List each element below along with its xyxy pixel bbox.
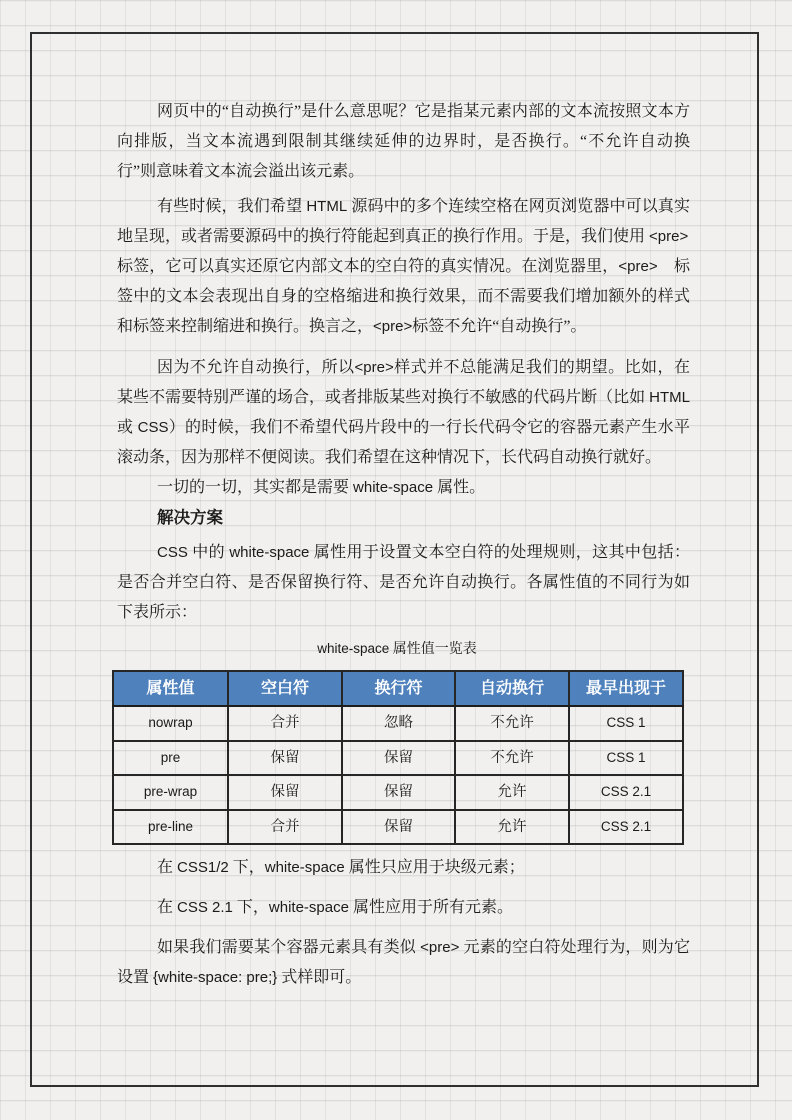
table-cell: pre-wrap [113, 775, 228, 810]
table-row [113, 775, 683, 810]
text-segment: 式样即可。 [277, 969, 362, 986]
table-cell: 保留 [342, 741, 455, 776]
text-segment: ）的时候，我们不希望代码片段中的一行长代码令它的容器元素产生水平滚动条，因为那样不便阅读。我们希望在这种情况下，长代码自动换行就好。 [117, 419, 690, 466]
latin-text-segment: {white-space: pre;} [153, 969, 278, 986]
text-segment: 属性用于设置文本空白符的处理规则，这其中包括：是否合并空白符、是否保留换行符、是否允许自动换行。各属性值的不同行为如下表所示： [117, 544, 690, 621]
latin-text-segment: white-space [229, 544, 310, 561]
table-cell: 允许 [455, 775, 569, 810]
text-segment: 下， [232, 899, 269, 916]
table-cell: CSS 2.1 [569, 775, 683, 810]
latin-text-segment: white-space [317, 641, 390, 656]
table-cell: 合并 [228, 810, 342, 845]
text-segment: 标签中的文本会表现出自身的空格缩进和换行效果，而不需要我们增加额外的样式和标签来控制缩进和换行。换言之， [117, 258, 690, 335]
table-header-cell: 空白符 [228, 671, 342, 706]
paragraph-pre-tag [117, 192, 705, 342]
section-heading-solution: 解决方案 [157, 508, 223, 527]
table-cell: 忽略 [342, 706, 455, 741]
latin-text-segment: HTML [649, 389, 690, 406]
text-segment: 一切的一切，其实都是需要 [157, 479, 354, 496]
text-segment: 有些时候，我们希望 [157, 198, 307, 215]
paragraph-css-whitespace [117, 538, 690, 628]
text-segment: 标签不允许“自动换行”。 [412, 318, 587, 335]
table-cell: 保留 [342, 775, 455, 810]
text-segment: 如果我们需要某个容器元素具有类似 [157, 939, 421, 956]
latin-text-segment: CSS 2.1 [177, 899, 233, 916]
text-segment: 下， [228, 859, 265, 876]
text-segment: 网页中的“自动换行”是什么意思呢？它是指某元素内部的文本流按照文本方向排版，当文本流遇到限制其继续延伸的边界时，是否换行。“不允许自动换行”则意味着文本流会溢出该元素。 [117, 103, 690, 180]
table-cell: 保留 [228, 775, 342, 810]
text-segment: 属性只应用于块级元素； [344, 859, 525, 876]
table-header-row [113, 671, 683, 706]
paragraph-autowrap-intro [117, 97, 690, 187]
text-segment: 因为不允许自动换行，所以 [157, 359, 355, 376]
table-header-cell: 属性值 [113, 671, 228, 706]
table-row [113, 810, 683, 845]
latin-text-segment: white-space [353, 479, 434, 496]
latin-text-segment: white-space [264, 859, 345, 876]
table-row [113, 741, 683, 776]
text-segment: 属性应用于所有元素。 [348, 899, 513, 916]
table-cell: CSS 2.1 [569, 810, 683, 845]
text-segment: 在 [157, 859, 178, 876]
latin-text-segment: white-space [268, 899, 349, 916]
table-cell: 保留 [342, 810, 455, 845]
text-segment: 标签，它可以真实还原它内部文本的空白符的真实情况。在浏览器里， [117, 228, 705, 275]
paragraph-usage-example [117, 933, 690, 993]
whitespace-table [112, 670, 684, 845]
table-row [113, 706, 683, 741]
text-segment: 或 [117, 419, 138, 436]
table-cell: CSS 1 [569, 741, 683, 776]
paragraph-css12-scope [117, 853, 690, 883]
whitespace-table-body [113, 706, 683, 844]
table-cell: pre [113, 741, 228, 776]
text-segment: 中的 [187, 544, 230, 561]
text-segment: 在 [157, 899, 178, 916]
table-cell: 不允许 [455, 741, 569, 776]
table-caption [112, 637, 682, 662]
text-segment: 属性值一览表 [389, 642, 477, 657]
table-cell: 不允许 [455, 706, 569, 741]
latin-text-segment: CSS [137, 419, 169, 436]
text-segment: 元素的空白符处理行为，则为它设置 [117, 939, 690, 986]
paragraph-pre-limitations [117, 353, 690, 473]
document-content [117, 97, 705, 993]
table-header-cell: 换行符 [342, 671, 455, 706]
table-header-cell: 自动换行 [455, 671, 569, 706]
table-cell: pre-line [113, 810, 228, 845]
paragraph-css21-scope [117, 893, 690, 923]
table-header-cell: 最早出现于 [569, 671, 683, 706]
table-cell: CSS 1 [569, 706, 683, 741]
latin-text-segment: <pre> [420, 939, 460, 956]
table-cell: 合并 [228, 706, 342, 741]
paragraph-need-whitespace [117, 473, 690, 503]
latin-text-segment: <pre> [373, 318, 413, 335]
latin-text-segment: <pre> [649, 228, 689, 245]
text-segment: 样式并不总能满足我们的期望。比如，在某些不需要特别严谨的场合，或者排版某些对换行不敏感的代码片断（比如 [117, 359, 690, 406]
latin-text-segment: HTML [306, 198, 348, 215]
table-cell: 保留 [228, 741, 342, 776]
latin-text-segment: <pre> [354, 359, 394, 376]
text-segment: 属性。 [433, 479, 486, 496]
table-cell: 允许 [455, 810, 569, 845]
latin-text-segment: CSS1/2 [177, 859, 229, 876]
text-segment: 源码中的多个连续空格在网页浏览器中可以真实地呈现，或者需要源码中的换行符能起到真正的换行作用。于是，我们使用 [117, 198, 690, 245]
latin-text-segment: <pre> [618, 258, 658, 275]
table-cell: nowrap [113, 706, 228, 741]
latin-text-segment: CSS [157, 544, 188, 561]
